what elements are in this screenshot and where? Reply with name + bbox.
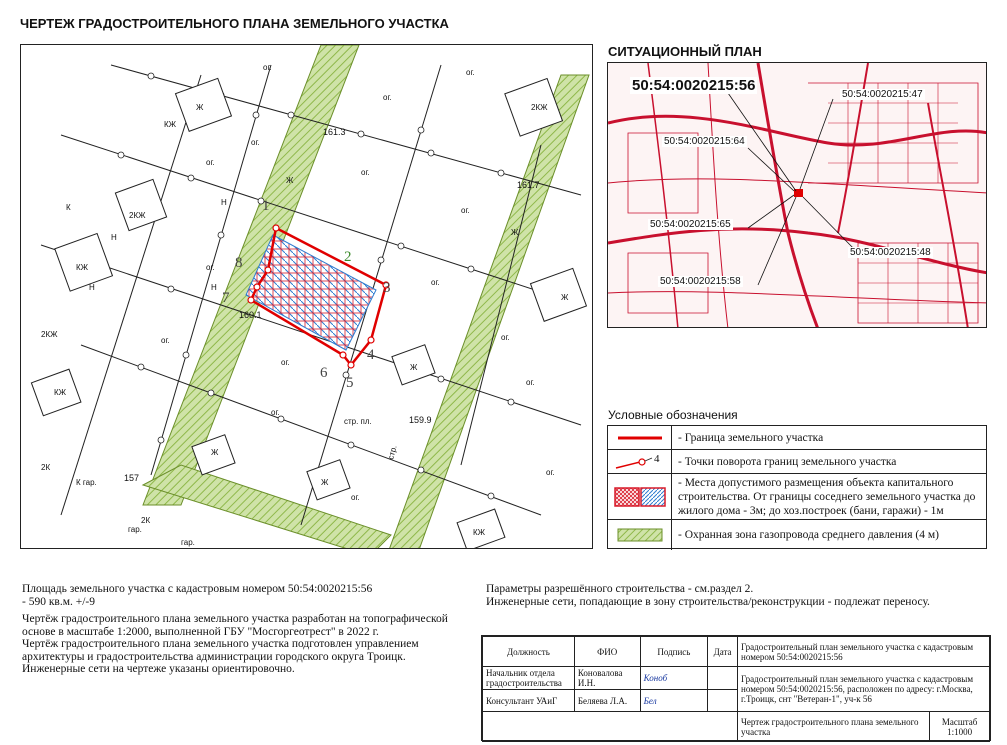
situational-plan-title: СИТУАЦИОННЫЙ ПЛАН [608, 44, 762, 59]
hatch-icon [608, 474, 672, 519]
point-label: 1 [262, 198, 270, 214]
str-pl-label: стр. пл. [344, 417, 372, 426]
area-line: Площадь земельного участка с кадастровым номером 50:54:0020215:56 [22, 583, 373, 595]
sheet-title: Чертеж градостроительного плана земельного участка [738, 712, 930, 742]
two-kzh-label: 2КЖ [129, 211, 146, 220]
n-label: Н [89, 283, 95, 292]
scale-cell [930, 712, 990, 742]
zh-label: Ж [511, 228, 519, 237]
stamp-empty [483, 712, 738, 742]
note-topographic-basis: Чертёж градостроительного плана земельного участка разработан на топографической основе в масштабе 1:2000, выполненной ГБУ "Мосгоргеотрест" в 2022 г. [22, 613, 448, 638]
legend [607, 425, 987, 549]
og-label: ог. [526, 378, 535, 387]
legend-text: - Места допустимого размещения объекта капитального строительства. От границы соседнего земельного участка до жилого дома - 3м; до хоз.построек (бани, гаражи) - 1м [678, 476, 976, 517]
n-label: Н [211, 283, 217, 292]
signature: Коноб [640, 667, 708, 690]
gar-label: гар. [128, 525, 142, 534]
cadastral-label-65: 50:54:0020215:65 [650, 219, 731, 230]
header-date: Дата [708, 637, 738, 667]
legend-item-turn-points [608, 450, 986, 474]
n-label: Н [111, 233, 117, 242]
main-cadastral-label: 50:54:0020215:56 [632, 77, 756, 94]
title-block [481, 635, 991, 741]
cadastral-label-58: 50:54:0020215:58 [660, 276, 741, 287]
main-map [20, 44, 593, 549]
scale-label: Масштаб [941, 716, 978, 727]
elevation: 159.9 [409, 415, 432, 425]
legend-item-boundary [608, 426, 986, 450]
og-label: ог. [206, 158, 215, 167]
legend-text: - Граница земельного участка [678, 431, 824, 444]
signature: Бел [640, 690, 708, 712]
og-label: ог. [546, 468, 555, 477]
point-label: 6 [320, 365, 328, 381]
two-kzh-label: 2КЖ [531, 103, 548, 112]
doc-title: Градостроительный план земельного участка с кадастровым номером 50:54:0020215:56 [738, 637, 990, 667]
cadastral-label-64: 50:54:0020215:64 [664, 136, 745, 147]
signer-position: Консультант УАиГ [483, 690, 575, 712]
header-name: ФИО [574, 637, 640, 667]
main-map-drawing [21, 45, 593, 549]
k-label: К [66, 203, 71, 212]
page-title: ЧЕРТЕЖ ГРАДОСТРОИТЕЛЬНОГО ПЛАНА ЗЕМЕЛЬНОГО УЧАСТКА [20, 16, 449, 31]
turn-point-icon [608, 450, 672, 473]
zh-label: Ж [196, 103, 204, 112]
point-label: 8 [235, 255, 243, 271]
og-label: ог. [351, 493, 360, 502]
red-line-icon [608, 426, 672, 449]
note-utilities: Инженерные сети на чертеже указаны ориентировочно. [22, 663, 295, 675]
cadastral-label-47: 50:54:0020215:47 [842, 89, 923, 100]
point-label: 4 [367, 347, 375, 363]
situational-map [607, 62, 987, 328]
elevation: 160.1 [239, 310, 262, 320]
gar-label: гар. [181, 538, 195, 547]
kzh-label: КЖ [164, 120, 177, 129]
point-label: 3 [383, 280, 391, 296]
header-position: Должность [483, 637, 575, 667]
signer-name: Беляева Л.А. [574, 690, 640, 712]
point-label: 5 [346, 375, 354, 391]
sign-date [708, 690, 738, 712]
green-hatch-icon [608, 520, 672, 550]
two-kzh-label: 2КЖ [41, 330, 58, 339]
zh-label: Ж [321, 478, 329, 487]
n-label: Н [221, 198, 227, 207]
area-value: - 590 кв.м. +/-9 [22, 595, 96, 608]
og-label: ог. [383, 93, 392, 102]
cadastral-label-48: 50:54:0020215:48 [850, 247, 931, 258]
params-line: Параметры разрешённого строительства - см.раздел 2. [486, 583, 754, 595]
og-label: ог. [251, 138, 260, 147]
og-label: ог. [161, 336, 170, 345]
header-signature: Подпись [640, 637, 708, 667]
two-k-label: 2К [41, 463, 51, 472]
kzh-label: КЖ [76, 263, 89, 272]
situational-map-drawing [608, 63, 987, 328]
turn-point-sample-number: 4 [653, 452, 659, 465]
sign-date [708, 667, 738, 690]
zh-label: Ж [211, 448, 219, 457]
permitted-building-area [246, 235, 376, 350]
str-label: стр. [386, 444, 399, 461]
two-k-label: 2К [141, 516, 151, 525]
og-label: ог. [206, 263, 215, 272]
og-label: ог. [466, 68, 475, 77]
point-label: 2 [344, 249, 352, 265]
og-label: ог. [431, 278, 440, 287]
og-label: ог. [281, 358, 290, 367]
point-label: 7 [222, 290, 230, 306]
legend-title: Условные обозначения [608, 408, 738, 422]
k-gar-label: К гар. [76, 478, 97, 487]
scale-value: 1:1000 [947, 726, 973, 737]
elevation: 161.3 [323, 127, 346, 137]
notes [22, 583, 472, 676]
construction-params [486, 583, 986, 609]
zh-label: Ж [410, 363, 418, 372]
legend-text: - Охранная зона газопровода среднего давления (4 м) [678, 529, 939, 541]
kzh-label: КЖ [473, 528, 486, 537]
signer-name: Коновалова И.Н. [574, 667, 640, 690]
legend-item-gas-zone [608, 520, 986, 550]
og-label: ог. [263, 63, 272, 72]
zh-label: Ж [561, 293, 569, 302]
og-label: ог. [271, 408, 280, 417]
legend-item-permitted-area [608, 474, 986, 520]
location: Градостроительный план земельного участка с кадастровым номером 50:54:0020215:56, расположен по адресу: г.Москва, г.Троицк, снт "Ветеран-1", уч-к 56 [738, 667, 990, 712]
note-prepared-by: Чертёж градостроительного плана земельного участка подготовлен управлением архитектуры и градостроительства администрации городского округа Троицк. [22, 638, 419, 663]
og-label: ог. [501, 333, 510, 342]
signer-position: Начальник отдела градостроительства [483, 667, 575, 690]
legend-text: - Точки поворота границ земельного участка [678, 455, 897, 468]
params-line: Инженерные сети, попадающие в зону строительства/реконструкции - подлежат переносу. [486, 596, 930, 608]
kzh-label: КЖ [54, 388, 67, 397]
zh-label: Ж [286, 176, 294, 185]
elevation: 157 [124, 473, 140, 483]
elevation: 161.7 [517, 180, 540, 190]
og-label: ог. [361, 168, 370, 177]
og-label: ог. [461, 206, 470, 215]
